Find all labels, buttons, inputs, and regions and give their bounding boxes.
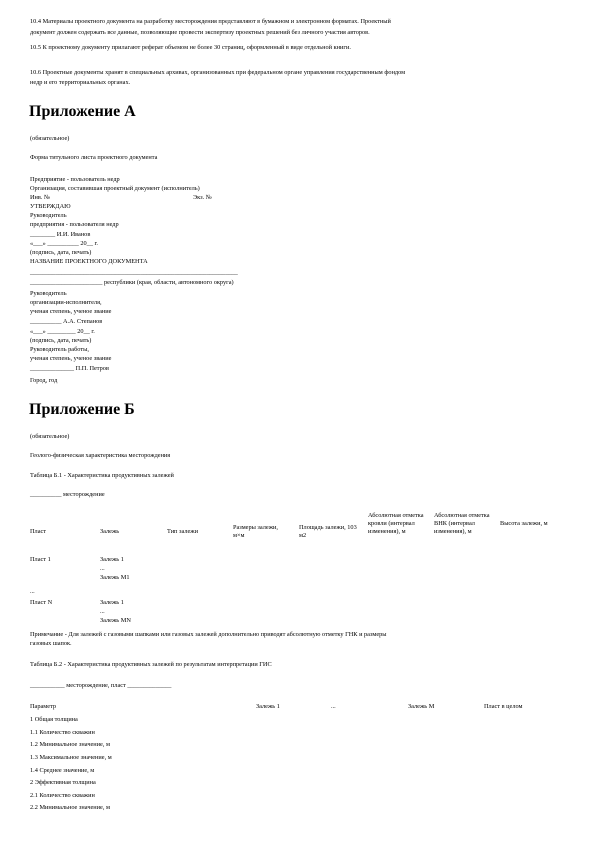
table-1-cell: ...: [100, 608, 105, 615]
title-line: Предприятие - пользователь недр: [30, 176, 120, 183]
appendix-a-subtitle: Форма титульного листа проектного документа: [30, 154, 158, 161]
appendix-b-subtitle: Геолого-физическая характеристика месторождения: [30, 452, 171, 459]
field-line: __________ месторождение: [30, 491, 105, 498]
table-1-header: Размеры залежи, м×м: [233, 524, 278, 539]
title-line: (подпись, дата, печать): [30, 249, 92, 256]
table-1-header: Пласт: [30, 528, 47, 535]
appendix-a-title: Приложение А: [29, 103, 136, 120]
appendix-b-title: Приложение Б: [29, 401, 135, 418]
table-1-cell: ...: [100, 565, 105, 572]
paragraph-10-5: 10.5 К проектному документу прилагают реферат объемом не более 30 страниц, оформленный в виде отдельной книги.: [30, 44, 351, 51]
table-2-header: Залежь 1: [256, 703, 280, 710]
table-1-caption: Таблица Б.1 - Характеристика продуктивных залежей: [30, 472, 174, 479]
table-2-row: 2 Эффективная толщина: [30, 779, 96, 786]
table-1-note-line2: газовых шапок.: [30, 640, 72, 647]
table-2-row: 1 Общая толщина: [30, 716, 78, 723]
title-line: предприятия - пользователя недр: [30, 221, 119, 228]
table-1-note-line1: Примечание - Для залежей с газовыми шапками или газовых залежей дополнительно приводят абсолютную отметку ГНК и размеры: [30, 631, 387, 638]
title-line: Город, год: [30, 377, 58, 384]
table-1-cell: Пласт 1: [30, 556, 51, 563]
title-line: Экз. №: [193, 194, 212, 201]
table-2-header: ...: [331, 703, 336, 710]
title-line: УТВЕРЖДАЮ: [30, 203, 71, 210]
table-2-row: 1.2 Минимальное значение, м: [30, 741, 110, 748]
table-1-header: Абсолютная отметка ВНК (интервал изменения), м: [434, 512, 490, 535]
table-1-cell: Залежь 1: [100, 556, 124, 563]
table-2-caption: Таблица Б.2 - Характеристика продуктивных залежей по результатам интерпретации ГИС: [30, 661, 272, 668]
table-2-header: Пласт в целом: [484, 703, 523, 710]
appendix-b-status: (обязательное): [30, 433, 70, 440]
title-line: ученая степень, ученое звание: [30, 355, 112, 362]
table-2-row: 1.4 Среднее значение, м: [30, 767, 95, 774]
title-line: Руководитель работы,: [30, 346, 89, 353]
table-2-row: 1.3 Максимальное значение, м: [30, 754, 112, 761]
paragraph-10-4-line2: документ должен содержать все данные, позволяющие провести экспертизу проектных решений без личного участия авторов.: [30, 29, 370, 36]
table-1-header: Площадь залежи, 103 м2: [299, 524, 357, 539]
title-line: __________________________________________________________________: [30, 269, 238, 276]
table-2-row: 2.2 Минимальное значение, м: [30, 804, 110, 811]
title-line: «___» _________ 20__ г.: [30, 328, 95, 335]
table-1-cell: Залежь М1: [100, 574, 130, 581]
field-layer-line: ___________ месторождение, пласт ______________: [30, 682, 172, 689]
table-2-row: 2.1 Количество скважин: [30, 792, 95, 799]
table-1-cell: Залежь MN: [100, 617, 131, 624]
title-line: __________ А.А. Степанов: [30, 318, 103, 325]
table-2-row: 1.1 Количество скважин: [30, 729, 95, 736]
title-line: ученая степень, ученое звание: [30, 308, 112, 315]
title-line: организации-исполнителя,: [30, 299, 102, 306]
title-line: ________ И.И. Иванов: [30, 231, 91, 238]
title-line: Организация, составившая проектный документ (исполнитель): [30, 185, 200, 192]
paragraph-10-4-line1: 10.4 Материалы проектного документа на разработку месторождения представляют в бумажном и электронном форматах. Проектный: [30, 18, 391, 25]
table-2-header: Параметр: [30, 703, 57, 710]
title-line: Руководитель: [30, 290, 67, 297]
title-line: (подпись, дата, печать): [30, 337, 92, 344]
table-1-header: Тип залежи: [167, 528, 198, 535]
title-line: Инв. №: [30, 194, 51, 201]
table-1-header: Залежь: [100, 528, 120, 535]
title-line: «___» __________ 20__ г.: [30, 240, 98, 247]
title-line: Руководитель: [30, 212, 67, 219]
table-2-header: Залежь M: [408, 703, 435, 710]
table-1-header: Высота залежи, м: [500, 520, 548, 527]
table-1-cell: ...: [30, 588, 35, 595]
title-line: ______________ П.П. Петров: [30, 365, 109, 372]
table-1-cell: Залежь 1: [100, 599, 124, 606]
table-1-cell: Пласт N: [30, 599, 53, 606]
title-line: _______________________ республики (края, области, автономного округа): [30, 279, 234, 286]
appendix-a-status: (обязательное): [30, 135, 70, 142]
table-1-header: Абсолютная отметка кровли (интервал изменения), м: [368, 512, 424, 535]
paragraph-10-6-line1: 10.6 Проектные документы хранят в специальных архивах, организованных при федеральном органе управления государственным фондом: [30, 69, 406, 76]
title-line: НАЗВАНИЕ ПРОЕКТНОГО ДОКУМЕНТА: [30, 258, 148, 265]
paragraph-10-6-line2: недр и его территориальных органах.: [30, 79, 131, 86]
